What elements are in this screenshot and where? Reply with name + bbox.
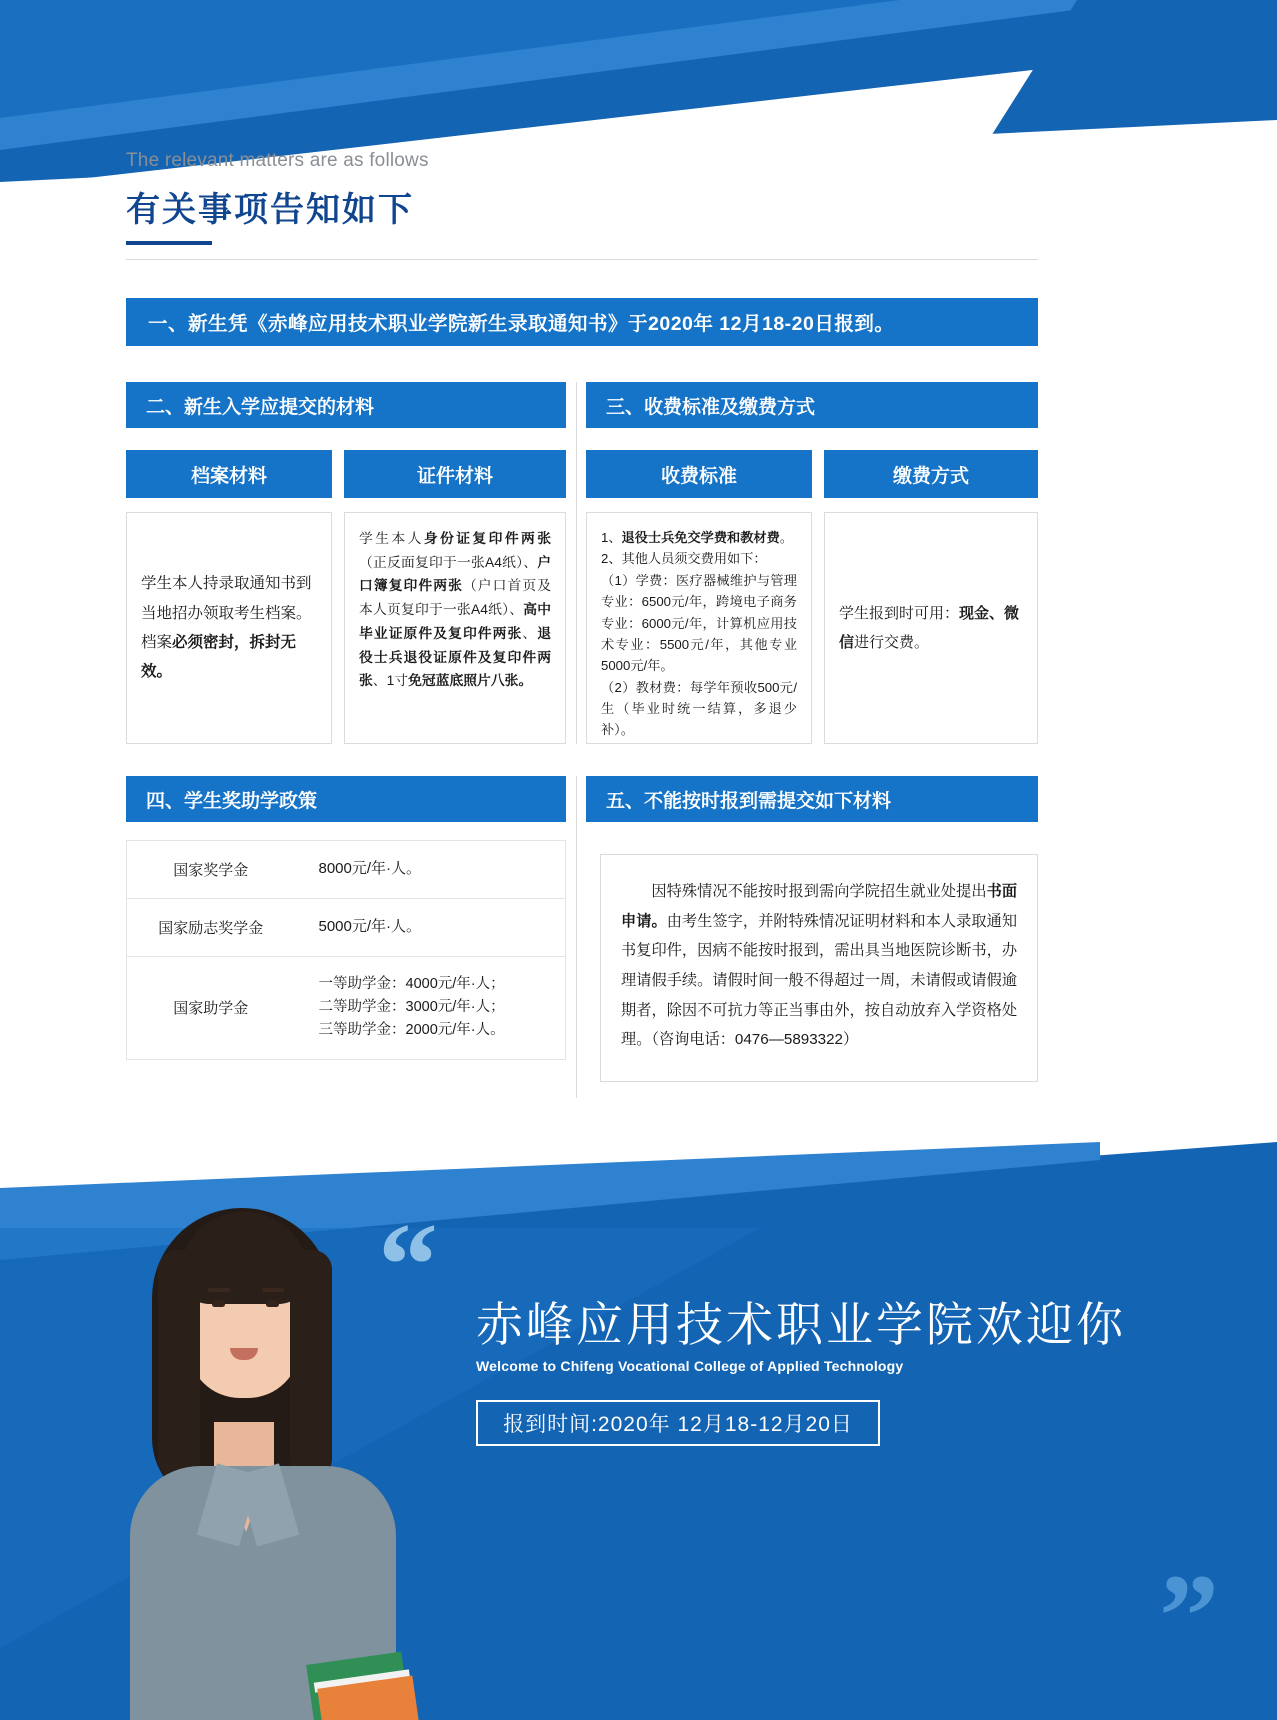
cell-archive-materials (126, 512, 332, 744)
table-row (127, 841, 566, 899)
page-header (126, 150, 1036, 260)
welcome-title-en: Welcome to Chifeng Vocational College of Applied Technology (476, 1358, 904, 1374)
table-row (127, 898, 566, 956)
quote-close-icon: ” (1159, 1549, 1219, 1682)
hair-left (158, 1250, 200, 1480)
cell-late-report (600, 854, 1038, 1082)
late-report-text: 因特殊情况不能按时报到需向学院招生就业处提出书面申请。由考生签字，并附特殊情况证明材料和本人录取通知书复印件，因病不能按时报到，需出具当地医院诊断书，办理请假手续。请假时间一般不得超过一周，未请假或请假逾期者，除因不可抗力等正当事由外，按自动放弃入学资格处理。（咨询电话：0476—5893322） (621, 883, 1018, 1049)
subheader-archive-materials: 档案材料 (126, 450, 332, 498)
id-materials-text: 学生本人身份证复印件两张（正反面复印于一张A4纸）、户口簿复印件两张（户口首页及本人页复印于一张A4纸）、高中毕业证原件及复印件两张、退役士兵退役证原件及复印件两张、1寸免冠蓝底照片八张。 (359, 531, 552, 689)
welcome-title-cn: 赤峰应用技术职业学院欢迎你 (476, 1298, 1126, 1351)
hair-right (290, 1250, 332, 1480)
cell-payment-method (824, 512, 1038, 744)
section-5-header: 五、不能按时报到需提交如下材料 (586, 776, 1038, 822)
page-title: 有关事项告知如下 (126, 191, 414, 229)
section-4-header: 四、学生奖助学政策 (126, 776, 566, 822)
eye-left (212, 1300, 225, 1307)
section-3-header: 三、收费标准及缴费方式 (586, 382, 1038, 428)
fee-standard-text: 1、退役士兵免交学费和教材费。 2、其他人员须交费用如下： （1）学费：医疗器械维护与管理专业：6500元/年，跨境电子商务专业：6000元/年，计算机应用技术专业：5500元/年，其他专业5000元/年。 （2）教材费：每学年预收500元/生（毕业时统一结算，多退少补）。 (601, 530, 797, 738)
notice-bar: 一、新生凭《赤峰应用技术职业学院新生录取通知书》于2020年 12月18-20日报到。 (126, 298, 1038, 346)
scholarship-name: 国家奖学金 (127, 841, 295, 899)
payment-method-text: 学生报到时可用：现金、微信进行交费。 (839, 604, 1020, 651)
scholarship-name: 国家助学金 (173, 1000, 249, 1018)
scholarship-amount: 8000元/年·人。 (295, 841, 566, 899)
scholarship-table (126, 840, 566, 1060)
quote-open-icon: “ (378, 1198, 438, 1331)
subheader-fee-standard: 收费标准 (586, 450, 812, 498)
header-english-subtitle: The relevant matters are as follows (126, 150, 429, 171)
subheader-id-materials: 证件材料 (344, 450, 566, 498)
section-2-header: 二、新生入学应提交的材料 (126, 382, 566, 428)
title-underline (126, 241, 212, 245)
eyebrow-right (262, 1288, 284, 1292)
report-time-badge: 报到时间:2020年 12月18-12月20日 (476, 1400, 880, 1446)
archive-materials-text: 学生本人持录取通知书到当地招办领取考生档案。档案必须密封，拆封无效。 (141, 575, 312, 681)
table-row (127, 956, 566, 1059)
subheader-payment-method: 缴费方式 (824, 450, 1038, 498)
scholarship-name: 国家励志奖学金 (127, 898, 295, 956)
scholarship-amount: 5000元/年·人。 (295, 898, 566, 956)
cell-fee-standard (586, 512, 812, 744)
header-divider (126, 259, 1038, 260)
column-divider-top (576, 382, 577, 744)
eye-right (266, 1300, 279, 1307)
eyebrow-left (208, 1288, 230, 1292)
scholarship-amount: 一等助学金：4000元/年·人； 二等助学金：3000元/年·人； 三等助学金：2000元/年·人。 (318, 975, 505, 1039)
cell-id-materials (344, 512, 566, 744)
student-photo (96, 1190, 426, 1720)
column-divider-bottom (576, 776, 577, 1098)
